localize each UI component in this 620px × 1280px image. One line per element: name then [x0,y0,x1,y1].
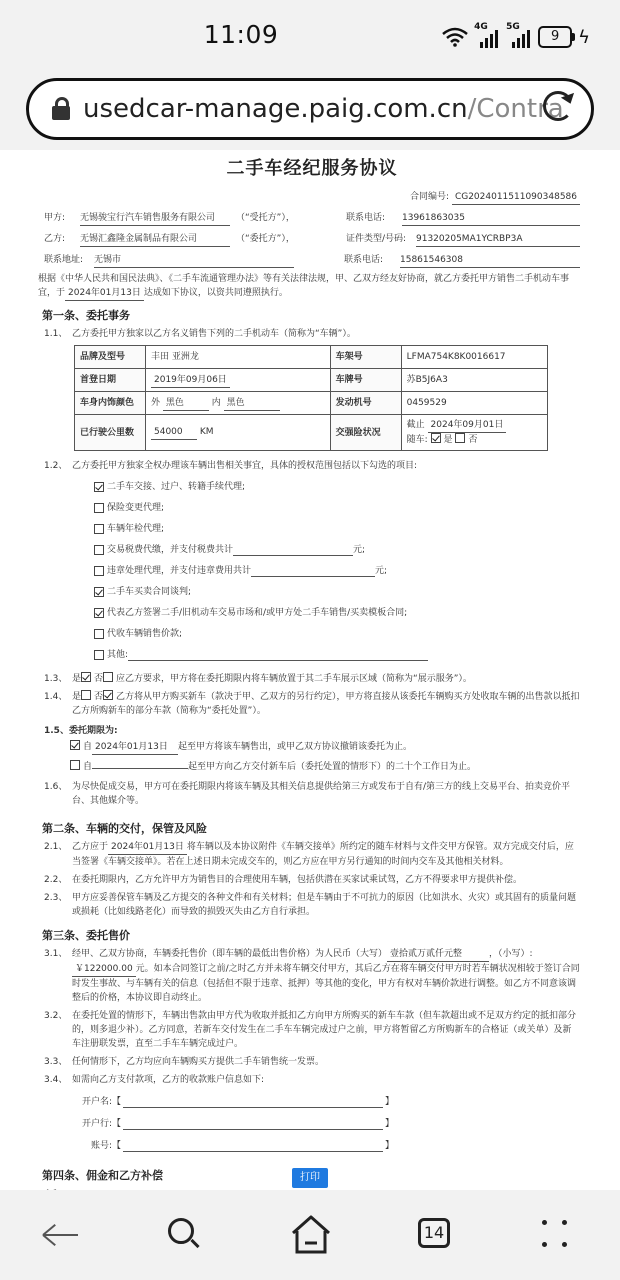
tabs-button[interactable] [410,1210,460,1260]
clause-1-5-heading: 1.5、委托期限为: [44,726,118,736]
vehicle-mileage: 54000 [151,425,197,440]
option-row[interactable]: 违章处理代理，并支付违章费用共计 元; [94,564,580,578]
vehicle-vin: LFMA754K8K0016617 [401,346,547,369]
option-checkbox [94,566,104,576]
party-a-row: 甲方: 无锡骏宝行汽车销售服务有限公司 （“受托方”）， 联系电话: 13961863035 [44,211,580,226]
option-row[interactable]: 二手车交接、过户、转籍手续代理; [94,480,580,494]
insurance-until: 2024年09月01日 [428,418,507,433]
clause-2-1: 2.1、 乙方应于 2024年01月13日 将车辆以及本协议附件《车辆交接单》所约定的随车材料与文件交甲方保管。双方完成交付后，应当签署《车辆交接单》。若在上述日期未完成交车的，则乙方应在甲方另行通知的时间内交车及其他相关材料。 [44,842,574,867]
clause-1-3-yes[interactable] [81,672,91,682]
bottom-nav [0,1190,620,1280]
option-row[interactable]: 其他: [94,648,580,662]
clause-3-4: 3.4、 如需向乙方支付款项，乙方的收款账户信息如下: [44,1075,265,1085]
party-b-address: 无锡市 [94,253,294,268]
option-row[interactable]: 代表乙方签署二手/旧机动车交易市场和/或甲方处二手车销售/买卖模板合同; [94,606,580,620]
clause-1-1: 1.1、 乙方委托甲方独家以乙方名义销售下列的二手机动车（简称为“车辆”）。 [44,329,356,339]
option-checkbox [94,503,104,513]
option-checkbox [94,587,104,597]
party-b-cert: 91320205MA1YCRBP3A [416,232,580,247]
address-bar[interactable] [26,78,594,140]
more-icon[interactable] [532,1210,582,1260]
signal-4g-icon: 4G [474,26,500,48]
authorization-options [44,480,580,662]
clause-1-2: 1.2、 乙方委托甲方独家全权办理该车辆出售相关事宜，具体的授权范围包括以下勾选的项目: [44,461,418,471]
vehicle-table: 品牌及型号 丰田 亚洲龙 车架号 LFMA754K8K0016617 首登日期 2019年09月06日 车牌号 苏B5J6A3 车身内饰颜色 外 黑色 内 黑色 发动机号 0459529 已行驶公里数 54000 KM 交强险状况 截止 2024年09月01日 随车: 是 否 [74,345,548,451]
vehicle-reg-date: 2019年09月06日 [151,373,230,388]
vehicle-plate: 苏B5J6A3 [401,369,547,392]
option-checkbox [94,545,104,555]
print-button[interactable]: 打印 [292,1168,328,1188]
home-glyph [286,1210,336,1260]
vehicle-engine: 0459529 [401,392,547,415]
signal-5g-icon: 5G [506,26,532,48]
back-icon[interactable] [38,1210,88,1260]
section-2-heading: 第二条、车辆的交付，保管及风险 [42,822,207,835]
option-row[interactable]: 车辆年检代理; [94,522,580,536]
term-b-checkbox[interactable] [70,760,80,770]
party-b-phone: 15861546308 [400,253,580,268]
doc-title: 二手车经纪服务协议 [226,158,398,179]
clause-3-1: 3.1、 经甲、乙双方协商，车辆委托售价（即车辆的最低出售价格）为人民币（大写） 壹拾贰万贰仟元整 ，（小写）:￥122000.00 元。如本合同签订之前/之时乙方并未将车辆交付甲方，其后乙方在将车辆交付甲方时若车辆状况相较于签订合同时发生事故、与车辆有关的信息（包括但不限于违章、抵押）等其他的变化，甲方有权对车辆价款进行调整。如乙方不同意该调整后的价格，本协议即自动终止。 [44,949,580,1003]
status-time: 11:09 [203,20,279,49]
home-icon[interactable] [286,1210,336,1260]
option-row[interactable]: 保险变更代理; [94,501,580,515]
url-text[interactable] [83,94,564,124]
contract-number: 合同编号: CG2024011511090348586 [44,190,580,205]
clause-2-2: 2.2、 在委托期限内，乙方允许甲方为销售目的合理使用车辆，包括供潜在买家试乘试驾，乙方不得要求甲方提供补偿。 [44,875,523,885]
insurance-yes-checkbox[interactable] [431,433,441,443]
clause-1-4: 1.4、 是 否 乙方将从甲方购买新车（款决于甲、乙双方的另行约定），甲方将直接从该委托车辆购买方处收取车辆的出售款以抵扣乙方所购新车的部分车款（简称为“委托处置”）。 [44,692,580,716]
lock-icon[interactable] [51,95,71,123]
section-1-heading: 第一条、委托事务 [42,309,130,322]
battery-icon: 9 [538,26,572,48]
vehicle-color-in: 黑色 [224,396,280,411]
section-4-heading: 第四条、佣金和乙方补偿 [42,1169,163,1182]
account-bank-row: 开户行: 【 】 [81,1119,395,1129]
status-bar [0,0,620,70]
clause-1-5-b: 自 起至甲方向乙方交付新车后（委托处置的情形下）的二十个工作日为止。 [70,757,580,774]
option-checkbox [94,629,104,639]
reload-icon[interactable] [543,91,573,121]
vehicle-color-out: 黑色 [163,396,209,411]
option-checkbox [94,650,104,660]
clause-1-5-a: 自 2024年01月13日 起至甲方将该车辆售出，或甲乙双方协议撤销该委托为止。 [70,740,580,755]
clause-1-3-no[interactable] [103,672,113,682]
party-b-row: 乙方: 无锡汇鑫隆金属制品有限公司 （“委托方”）， 证件类型/号码: 91320205MA1YCRBP3A [44,232,580,247]
url-host: usedcar-manage.paig.com.cn [83,94,468,124]
term-a-checkbox[interactable] [70,740,80,750]
option-checkbox [94,524,104,534]
vehicle-brand: 丰田 亚洲龙 [146,346,331,369]
insurance-no-checkbox[interactable] [455,433,465,443]
clause-2-3: 2.3、 甲方应妥善保管车辆及乙方提交的各种文件和有关材料；但是车辆由于不可抗力的原因（比如洪水、火灾）或其固有的质量问题或损耗（比如线路老化）而导致的损毁灭失由乙方自行承担。 [44,893,577,917]
clause-3-3: 3.3、 任何情形下，乙方均应向车辆购买方提供二手车销售统一发票。 [44,1057,325,1067]
party-a-phone: 13961863035 [402,211,580,226]
clause-1-4-yes[interactable] [81,690,91,700]
intro-paragraph: 根据《中华人民共和国民法典》、《二手车流通管理办法》等有关法律法规，甲、乙双方经友好协商，就乙方委托甲方销售二手机动车事宜，于 2024年01月13日 达成如下协议，以资共同遵照执行。 [38,272,580,301]
option-row[interactable]: 代收车辆销售价款; [94,627,580,641]
charging-icon: ϟ [578,26,590,48]
option-row[interactable]: 二手车买卖合同谈判; [94,585,580,599]
clause-1-4-no[interactable] [103,690,113,700]
party-b-address-row: 联系地址: 无锡市 联系电话: 15861546308 [44,253,580,268]
document-page[interactable] [0,150,620,1190]
party-a-name: 无锡骏宝行汽车销售服务有限公司 [80,211,230,226]
account-number-row: 账号: 【 】 [90,1141,395,1151]
tab-count: 14 [418,1218,450,1248]
clause-1-6: 1.6、 为尽快促成交易，甲方可在委托期限内将该车辆及其相关信息提供给第三方或发布于自有/第三方的线上交易平台、拍卖竞价平台、其他媒介等。 [44,782,571,806]
clause-3-2: 3.2、 在委托处置的情形下，车辆出售款由甲方代为收取并抵扣乙方向甲方所购买的新车车款（但车款超出或不足双方约定的抵扣部分的，则多退少补）。乙方同意，若新车交付发生在二手车车辆完成过户之前，甲方将暂留乙方所购新车的合格证（或关单）及新车注册联发票，直至二手车车辆完成过户。 [44,1011,577,1049]
option-checkbox [94,608,104,618]
clause-1-3: 1.3、 是 否 应乙方要求，甲方将在委托期限内将车辆放置于其二手车展示区域（简称为“展示服务”）。 [44,674,472,684]
status-icons [442,24,590,50]
option-row[interactable]: 交易税费代缴，并支付税费共计 元; [94,543,580,557]
search-icon[interactable] [160,1210,210,1260]
party-b-name: 无锡汇鑫隆金属制品有限公司 [80,232,230,247]
option-checkbox [94,482,104,492]
account-name-row: 开户名: 【 】 [81,1097,395,1107]
url-path: /Contra [467,94,564,124]
wifi-icon [442,27,468,47]
section-3-heading: 第三条、委托售价 [42,929,130,942]
